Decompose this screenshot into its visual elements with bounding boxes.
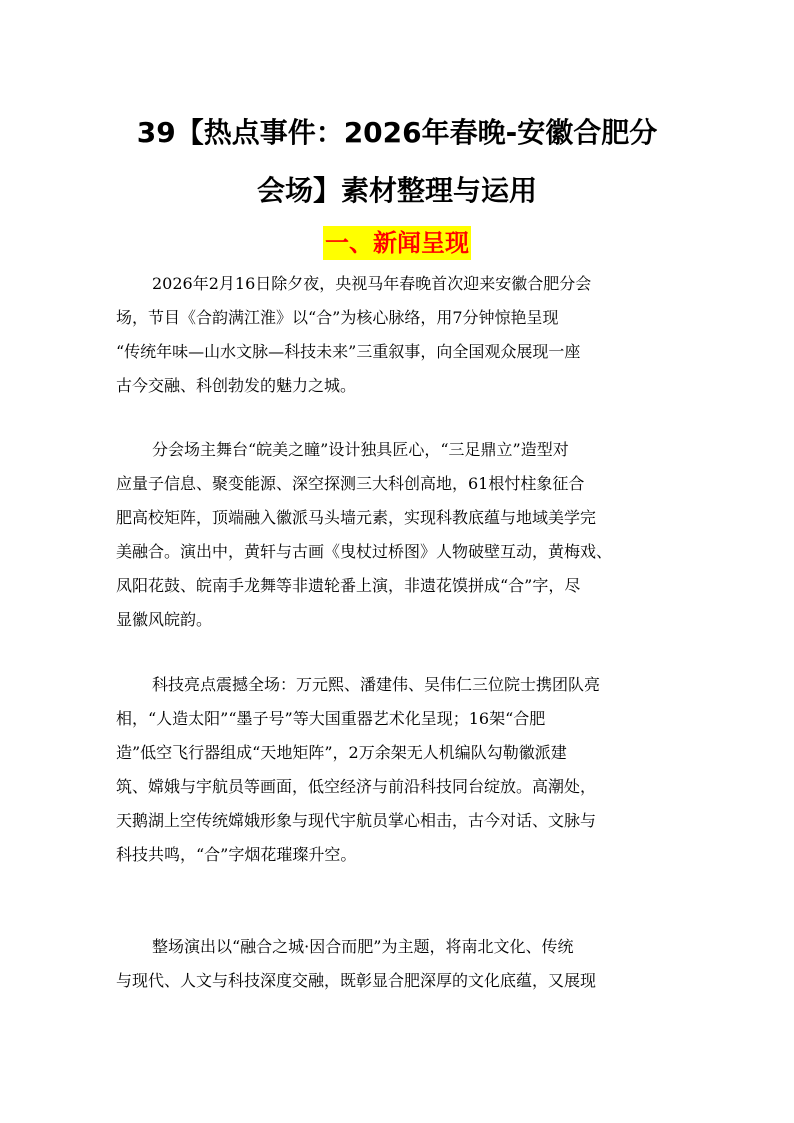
paragraph-line: 天鹅湖上空传统嫦娥形象与现代宇航员掌心相击，古今对话、文脉与 xyxy=(116,811,597,830)
paragraph-4 xyxy=(116,930,681,998)
paragraph-line: 相，“人造太阳”“墨子号”等大国重器艺术化呈现；16架“合肥 xyxy=(116,709,546,728)
paragraph-line: 科技亮点震撼全场：万元熙、潘建伟、吴伟仁三位院士携团队亮 xyxy=(152,675,601,694)
paragraph-1 xyxy=(116,267,681,403)
paragraph-3 xyxy=(116,668,681,872)
section-heading-wrapper xyxy=(0,226,794,260)
paragraph-line: 显徽风皖韵。 xyxy=(116,610,213,629)
paragraph-line: 古今交融、科创勃发的魅力之城。 xyxy=(116,376,357,395)
paragraph-line: “传统年味—山水文脉—科技未来”三重叙事，向全国观众展现一座 xyxy=(116,342,581,361)
paragraph-line: 2026年2月16日除夕夜，央视马年春晚首次迎来安徽合肥分会 xyxy=(152,274,592,293)
paragraph-line: 分会场主舞台“皖美之瞳”设计独具匠心，“三足鼎立”造型对 xyxy=(152,440,569,459)
paragraph-line: 美融合。演出中，黄轩与古画《曳杖过桥图》人物破壁互动，黄梅戏、 xyxy=(116,542,613,561)
paragraph-line: 与现代、人文与科技深度交融，既彰显合肥深厚的文化底蕴，又展现 xyxy=(116,971,597,990)
paragraph-line: 造”低空飞行器组成“天地矩阵”，2万余架无人机编队勾勒徽派建 xyxy=(116,743,567,762)
paragraph-2 xyxy=(116,433,681,637)
paragraph-line: 筑、嫦娥与宇航员等画面，低空经济与前沿科技同台绽放。高潮处， xyxy=(116,777,597,796)
paragraph-line: 应量子信息、聚变能源、深空探测三大科创高地，61根忖柱象征合 xyxy=(116,474,585,493)
paragraph-line: 肥高校矩阵，顶端融入徽派马头墙元素，实现科教底蕴与地域美学完 xyxy=(116,508,597,527)
paragraph-line: 整场演出以“融合之城·因合而肥”为主题，将南北文化、传统 xyxy=(152,937,574,956)
paragraph-line: 科技共鸣，“合”字烟花璀璨升空。 xyxy=(116,845,357,864)
section-heading: 一、新闻呈现 xyxy=(323,226,471,260)
document-title-line-1: 39【热点事件：2026年春晚-安徽合肥分 xyxy=(136,116,658,149)
paragraph-line: 凤阳花鼓、皖南手龙舞等非遗轮番上演，非遗花馍拼成“合”字，尽 xyxy=(116,576,581,595)
document-title-line-2: 会场】素材整理与运用 xyxy=(256,174,537,207)
paragraph-line: 场，节目《合韵满江淮》以“合”为核心脉络，用7分钟惊艳呈现 xyxy=(116,308,559,327)
